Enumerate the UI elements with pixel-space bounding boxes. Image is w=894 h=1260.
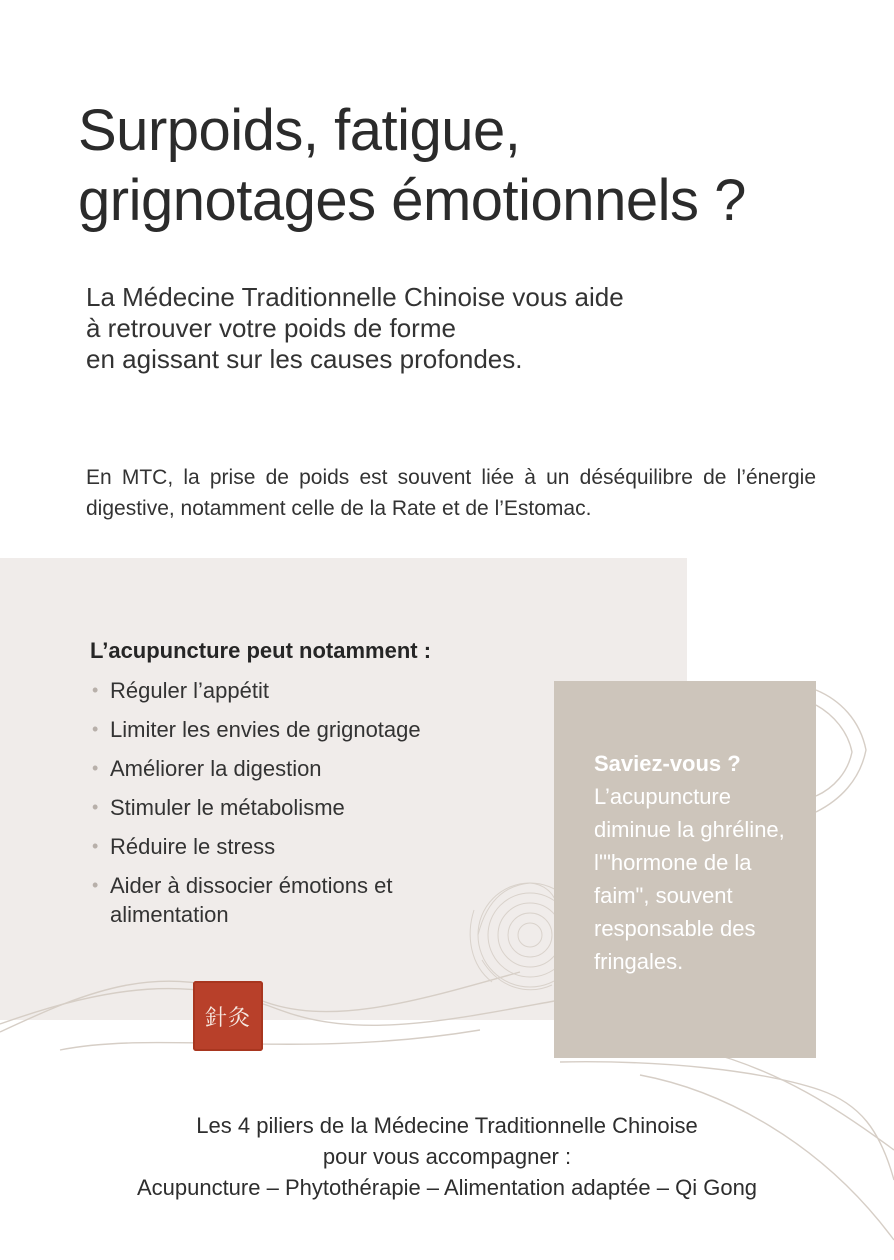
lead-paragraph: En MTC, la prise de poids est souvent liée à un déséquilibre de l’énergie digestive, notamment celle de la Rate et de l’Estomac. <box>86 466 816 520</box>
benefits-list <box>92 676 512 939</box>
did-you-know-body: L’acupuncture diminue la ghréline, l'"hormone de la faim", souvent responsable des fringales. <box>594 784 785 974</box>
footer-line-2: pour vous accompagner : <box>322 1144 572 1169</box>
bullet-icon: • <box>92 680 99 700</box>
intro-line-2: à retrouver votre poids de forme <box>86 313 456 343</box>
did-you-know-title: Saviez-vous ? <box>594 751 741 776</box>
bullet-icon: • <box>92 836 99 856</box>
list-item: • Améliorer la digestion <box>92 756 322 781</box>
footer-line-1: Les 4 piliers de la Médecine Traditionnelle Chinoise <box>196 1113 698 1138</box>
title-line-2: grignotages émotionnels ? <box>78 168 746 233</box>
acupuncture-seal: 針灸 <box>193 981 263 1051</box>
list-item: • Réguler l’appétit <box>92 678 269 703</box>
bullet-icon: • <box>92 719 99 739</box>
list-item: • Stimuler le métabolisme <box>92 795 345 820</box>
bullet-icon: • <box>92 797 99 817</box>
did-you-know-box <box>554 681 816 1058</box>
footer-text <box>0 1110 894 1203</box>
list-item: • Limiter les envies de grignotage <box>92 717 421 742</box>
intro-line-1: La Médecine Traditionnelle Chinoise vous aide <box>86 282 624 312</box>
bullet-icon: • <box>92 758 99 778</box>
intro-line-3: en agissant sur les causes profondes. <box>86 344 523 374</box>
benefits-title: L’acupuncture peut notamment : <box>90 638 432 663</box>
title-line-1: Surpoids, fatigue, <box>78 98 521 163</box>
list-item: • Réduire le stress <box>92 834 276 859</box>
list-item: • Aider à dissocier émotions et alimentation <box>92 873 393 927</box>
bullet-icon: • <box>92 875 99 895</box>
footer-line-3: Acupuncture – Phytothérapie – Alimentation adaptée – Qi Gong <box>136 1175 758 1200</box>
did-you-know-text <box>594 747 794 978</box>
